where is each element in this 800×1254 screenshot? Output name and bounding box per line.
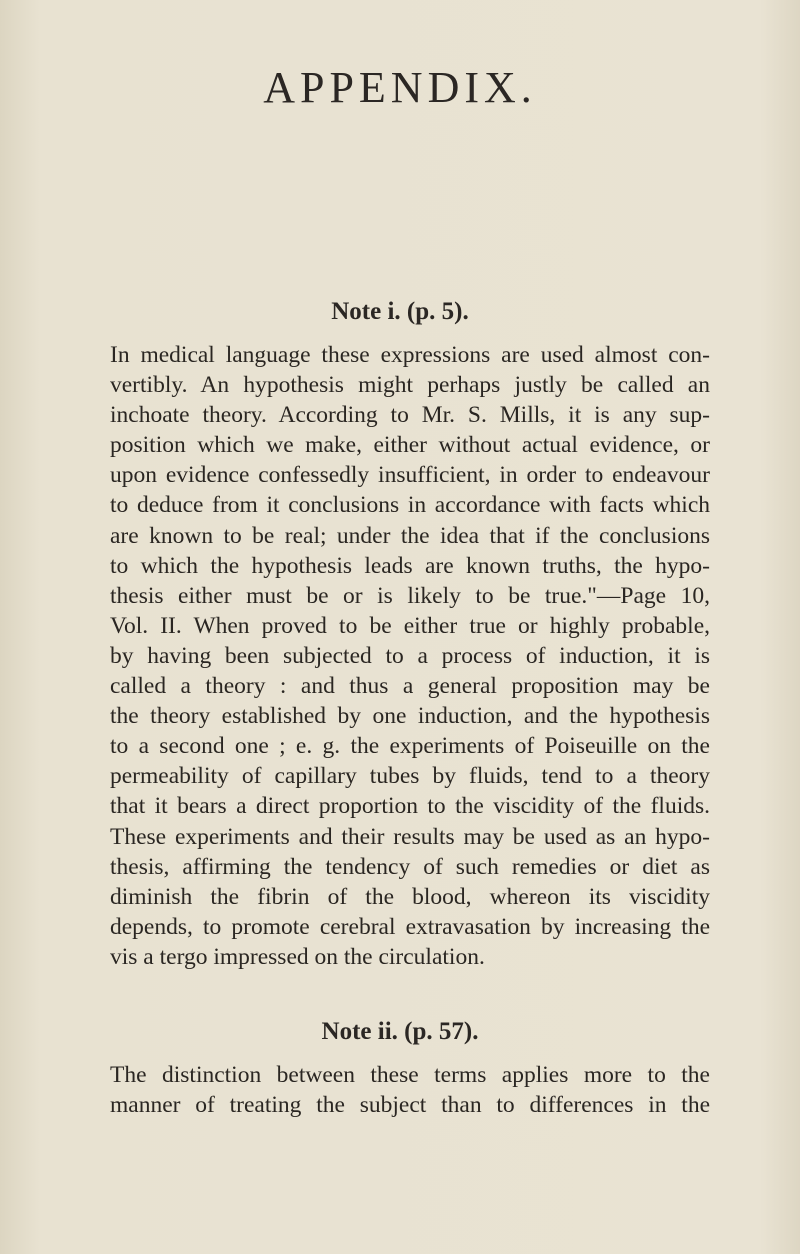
- note-i-line: Vol. II. When proved to be either true or highly probable,: [110, 612, 710, 639]
- note-i-line: vis a tergo impressed on the circulation.: [110, 943, 485, 970]
- note-i-line: diminish the fibrin of the blood, whereon its viscidity: [110, 883, 710, 910]
- note-ii-title: Note ii. (p. 57).: [321, 1018, 479, 1045]
- note-i-title: Note i. (p. 5).: [331, 298, 469, 325]
- note-i-line: to which the hypothesis leads are known truths, the hypo-: [110, 552, 710, 579]
- note-i-line: thesis, affirming the tendency of such remedies or diet as: [110, 853, 710, 880]
- note-i-line: the theory established by one induction, and the hypothesis: [110, 703, 710, 730]
- note-i-line: depends, to promote cerebral extravasation by increasing the: [110, 913, 710, 940]
- note-i-line: thesis either must be or is likely to be true."—Page 10,: [110, 582, 710, 609]
- note-i-line: to deduce from it conclusions in accordance with facts which: [110, 492, 710, 519]
- note-i-line: that it bears a direct proportion to the viscidity of the fluids.: [110, 793, 710, 820]
- note-i-line: are known to be real; under the idea that if the conclusions: [110, 522, 710, 549]
- note-i-line: position which we make, either without actual evidence, or: [110, 432, 710, 459]
- note-i-line: by having been subjected to a process of induction, it is: [110, 642, 710, 669]
- note-i-line: permeability of capillary tubes by fluids, tend to a theory: [110, 763, 710, 790]
- appendix-heading: APPENDIX.: [263, 63, 537, 112]
- note-i-line: to a second one ; e. g. the experiments of Poiseuille on the: [110, 733, 710, 760]
- note-i-line: These experiments and their results may be used as an hypo-: [110, 823, 710, 850]
- note-i-line: vertibly. An hypothesis might perhaps justly be called an: [110, 372, 710, 399]
- note-i-line: In medical language these expressions are used almost con-: [110, 342, 710, 368]
- note-ii-line: The distinction between these terms applies more to the: [110, 1062, 710, 1088]
- note-i-line: upon evidence confessedly insufficient, in order to endeavour: [110, 462, 710, 489]
- note-i-line: inchoate theory. According to Mr. S. Mills, it is any sup-: [110, 402, 710, 429]
- note-i-body: [110, 340, 710, 972]
- note-i-line: called a theory : and thus a general proposition may be: [110, 673, 710, 700]
- note-ii-line: manner of treating the subject than to differences in the: [110, 1092, 710, 1119]
- note-ii-body: [110, 1060, 710, 1120]
